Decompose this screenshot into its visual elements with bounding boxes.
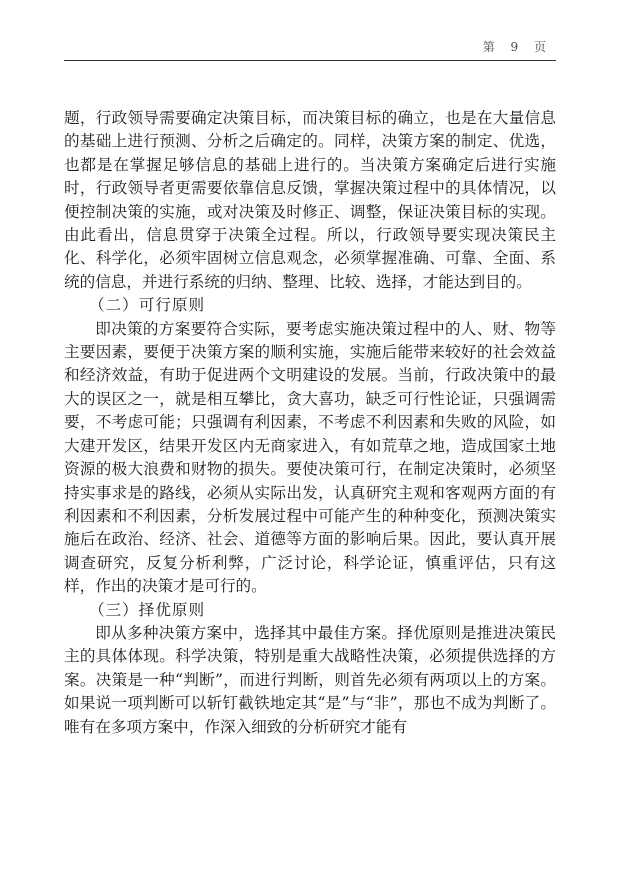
page-number-header: 第 9 页 — [482, 40, 552, 54]
paragraph-optimization-principle: 即从多种决策方案中，选择其中最佳方案。择优原则是推进决策民主的具体体现。科学决策，特别是重大战略性决策，必须提供选择的方案。决策是一种“判断”，而进行判断，则首先必须有两项以上的方案。如果说一项判断可以斩钉截铁地定其“是”与“非”，那也不成为判断了。唯有在多项方案中，作深入细致的分析研究才能有 — [64, 623, 556, 736]
header-divider — [64, 60, 556, 61]
paragraph-information-principle-continued: 题，行政领导需要确定决策目标，而决策目标的确立，也是在大量信息的基础上进行预测、分析之后确定的。同样，决策方案的制定、优选，也都是在掌握足够信息的基础上进行的。当决策方案确定后进行实施时，行政领导者更需要依靠信息反馈，掌握决策过程中的具体情况，以便控制决策的实施，或对决策及时修正、调整，保证决策目标的实现。由此看出，信息贯穿于决策全过程。所以，行政领导要实现决策民主化、科学化，必须牢固树立信息观念，必须掌握准确、可靠、全面、系统的信息，并进行系统的归纳、整理、比较、选择，才能达到目的。 — [64, 109, 556, 291]
section-heading-optimization: （三）择优原则 — [88, 600, 206, 619]
paragraph-feasibility-principle: 即决策的方案要符合实际，要考虑实施决策过程中的人、财、物等主要因素，要便于决策方案的顺利实施，实施后能带来较好的社会效益和经济效益，有助于促进两个文明建设的发展。当前，行政决策中的最大的误区之一，就是相互攀比，贪大喜功，缺乏可行性论证，只强调需要，不考虑可能；只强调有利因素，不考虑不利因素和失败的风险，如大建开发区，结果开发区内无商家进入，有如荒草之地，造成国家土地资源的极大浪费和财物的损失。要使决策可行，在制定决策时，必须坚持实事求是的路线，必须从实际出发，认真研究主观和客观两方面的有利因素和不利因素，分析发展过程中可能产生的种种变化，预测决策实施后在政治、经济、社会、道德等方面的影响后果。因此，要认真开展调查研究，反复分析利弊，广泛讨论，科学论证，慎重评估，只有这样，作出的决策才是可行的。 — [64, 319, 556, 596]
section-heading-feasibility: （二）可行原则 — [88, 296, 206, 315]
document-body — [64, 107, 556, 739]
